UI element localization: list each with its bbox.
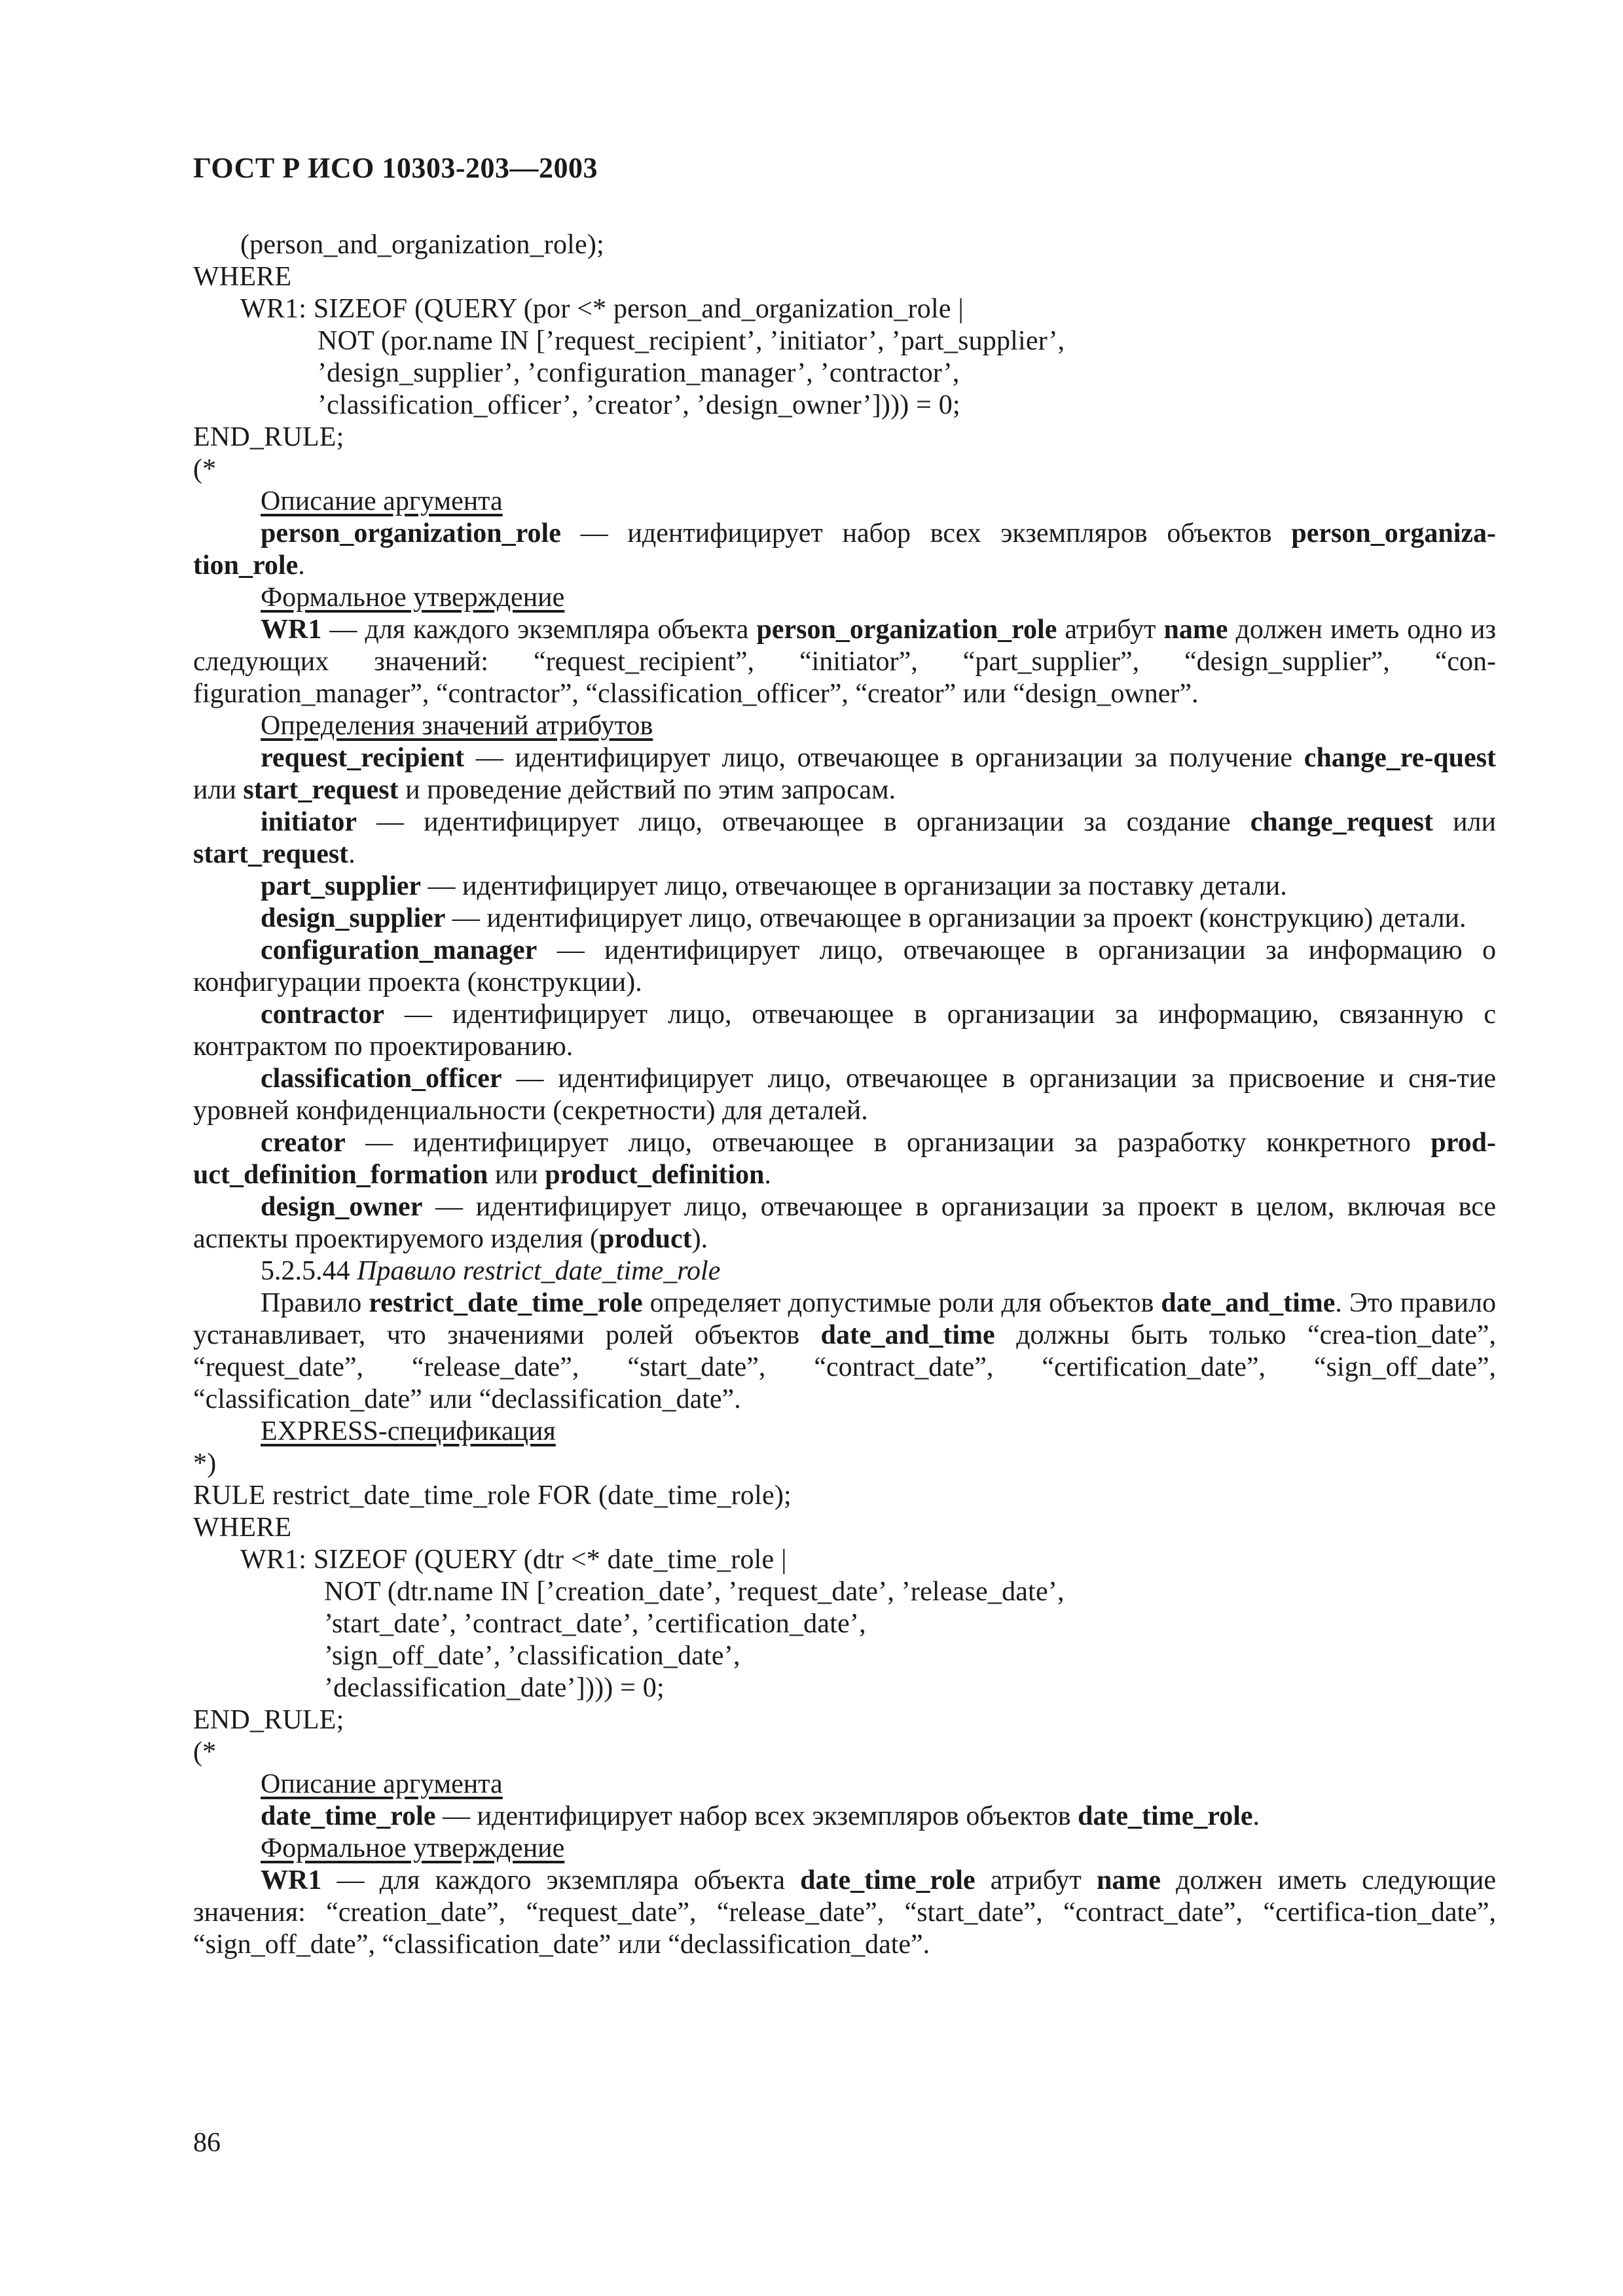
code-line: WHERE (193, 262, 292, 292)
rule-heading: 5.2.5.44 Правило restrict_date_time_role (261, 1256, 721, 1286)
code-line: WR1: SIZEOF (QUERY (por <* person_and_organization_role | (240, 294, 964, 324)
code-line: (person_and_organization_role); (240, 230, 604, 260)
definition-item: classification_officer — идентифицирует лицо, отвечающее в организации за присвоение и сня-тие уровней конфиденциальности (секретности) для деталей. (193, 1064, 1496, 1126)
page-number: 86 (193, 2128, 221, 2158)
code-line: WHERE (193, 1513, 292, 1543)
code-line: ’start_date’, ’contract_date’, ’certification_date’, (324, 1609, 866, 1639)
definition-item: configuration_manager — идентифицирует лицо, отвечающее в организации за информацию о конфигурации проекта (конструкции). (193, 935, 1496, 997)
section-heading: EXPRESS-спецификация (261, 1416, 556, 1446)
definition-item: request_recipient — идентифицирует лицо, отвечающее в организации за получение change_re-quest или start_request и проведение действий по этим запросам. (193, 743, 1496, 805)
code-line: END_RULE; (193, 1705, 344, 1735)
definition-item: contractor — идентифицирует лицо, отвечающее в организации за информацию, связанную с контрактом по проектированию. (193, 999, 1496, 1062)
page-content (193, 229, 1496, 1961)
code-line: END_RULE; (193, 422, 344, 452)
rule-description: Правило restrict_date_time_role определяет допустимые роли для объектов date_and_time. Это правило устанавливает, что значениями ролей объектов date_and_time должны быть только “crea-tion_date”, “request_date”, “release_date”, “start_date”, “contract_date”, “certification_date”, “sign_off_date”, “classification_date” или “declassification_date”. (193, 1288, 1496, 1414)
argument-description: date_time_role — идентифицирует набор всех экземпляров объектов date_time_role. (261, 1801, 1260, 1831)
code-line: NOT (por.name IN [’request_recipient’, ’initiator’, ’part_supplier’, (318, 326, 1065, 356)
code-line: RULE restrict_date_time_role FOR (date_time_role); (193, 1480, 792, 1511)
section-heading: Формальное утверждение (261, 583, 565, 613)
definition-item: design_owner — идентифицирует лицо, отвечающее в организации за проект в целом, включая все аспекты проектируемого изделия (product). (193, 1192, 1496, 1254)
argument-description: person_organization_role — идентифицирует набор всех экземпляров объектов person_organiza-tion_role. (193, 518, 1496, 581)
code-line: (* (193, 454, 217, 484)
formal-statement: WR1 — для каждого экземпляра объекта person_organization_role атрибут name должен иметь одно из следующих значений: “request_recipient”, “initiator”, “part_supplier”, “design_supplier”, “con-figuration_manager”, “contractor”, “classification_officer”, “creator” или “design_owner”. (193, 615, 1497, 709)
section-heading: Описание аргумента (261, 486, 503, 516)
code-line: ’design_supplier’, ’configuration_manager’, ’contractor’, (318, 358, 960, 388)
code-line: (* (193, 1737, 217, 1767)
code-line: *) (193, 1448, 217, 1479)
definition-item: part_supplier — идентифицирует лицо, отвечающее в организации за поставку детали. (261, 871, 1287, 901)
section-heading: Описание аргумента (261, 1769, 503, 1799)
definition-item: design_supplier — идентифицирует лицо, отвечающее в организации за проект (конструкцию) детали. (261, 903, 1467, 933)
section-heading: Формальное утверждение (261, 1833, 565, 1863)
code-line: ’declassification_date’]))) = 0; (324, 1673, 665, 1703)
definition-item: initiator — идентифицирует лицо, отвечающее в организации за создание change_request или start_request. (193, 807, 1496, 869)
formal-statement: WR1 — для каждого экземпляра объекта date_time_role атрибут name должен иметь следующие значения: “creation_date”, “request_date”, “release_date”, “start_date”, “contract_date”, “certifica-tion_date”, “sign_off_date”, “classification_date” или “declassification_date”. (193, 1865, 1496, 1960)
document-header: ГОСТ Р ИСО 10303-203—2003 (193, 152, 598, 184)
definition-item: creator — идентифицирует лицо, отвечающее в организации за разработку конкретного prod-uct_definition_formation или product_definition. (193, 1128, 1496, 1190)
code-line: NOT (dtr.name IN [’creation_date’, ’request_date’, ’release_date’, (324, 1577, 1065, 1607)
code-line: ’sign_off_date’, ’classification_date’, (324, 1641, 740, 1671)
section-heading: Определения значений атрибутов (261, 711, 653, 741)
code-line: ’classification_officer’, ’creator’, ’design_owner’]))) = 0; (318, 390, 960, 420)
code-line: WR1: SIZEOF (QUERY (dtr <* date_time_role | (240, 1545, 787, 1575)
